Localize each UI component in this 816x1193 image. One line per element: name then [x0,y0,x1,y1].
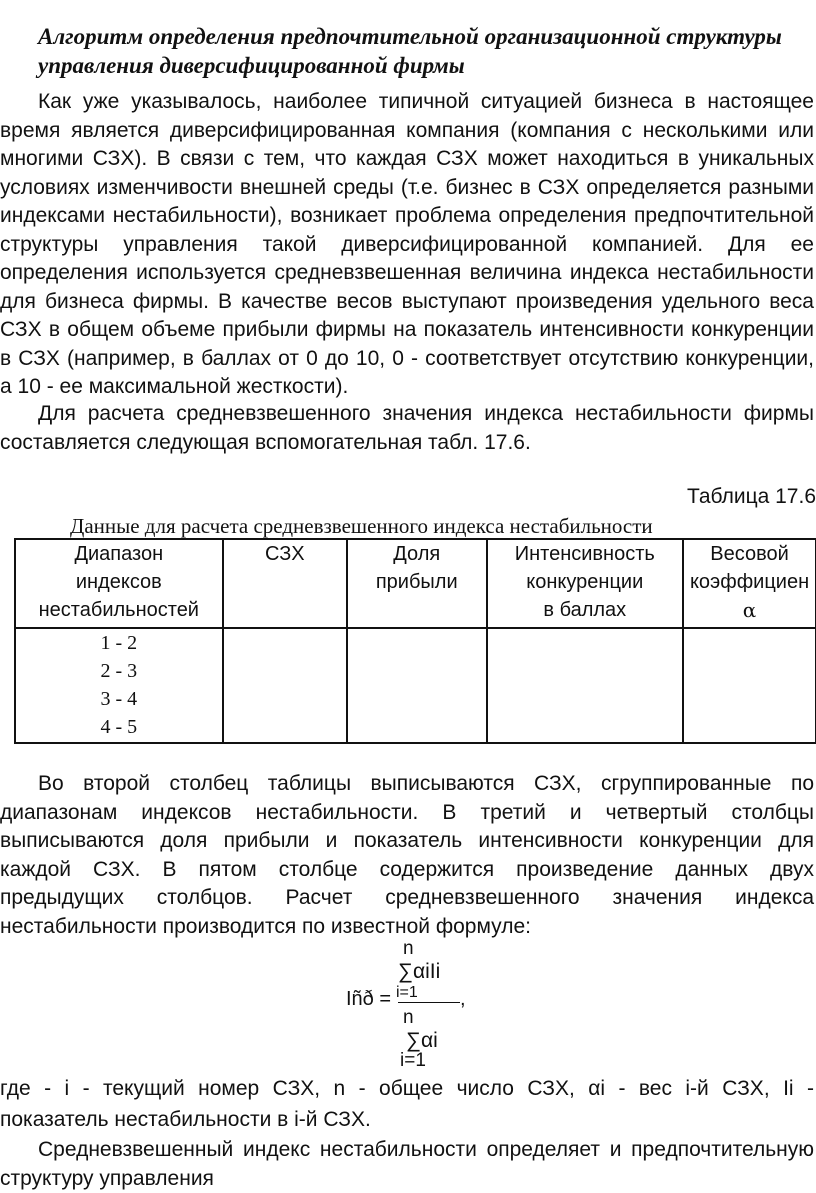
empty-cell [347,628,487,743]
formula-numerator: ∑αiIi [398,960,441,983]
formula-lhs: Iñð = [346,988,392,1010]
table-header-row [15,539,816,628]
fraction-bar [398,1002,460,1003]
empty-cell [223,628,347,743]
legend-line: показатель нестабильности в i-й СЗХ. [0,1108,371,1131]
range-cell: 1 - 2 2 - 3 3 - 4 4 - 5 [15,628,223,743]
formula-lower-limit: i=1 [400,1050,426,1071]
empty-cell [487,628,684,743]
formula-upper-limit: n [403,938,414,959]
paragraph-table-intro: Для расчета средневзвешенного значения индекса нестабильности фирмы составляется следующая вспомогательная табл. 17.6. [0,402,814,454]
header-range: Диапазон индексов нестабильностей [15,539,223,628]
header-weight: Весовой коэффициен α [683,539,816,628]
header-profit-share: Доля прибыли [347,539,487,628]
paragraph-conclusion: Средневзвешенный индекс нестабильности определяет и предпочтительную структуру управления [0,1138,814,1190]
formula-legend [0,1073,814,1135]
paragraph-intro: Как уже указывалось, наиболее типичной ситуацией бизнеса в настоящее время является диверсифицированная компания (компания с несколькими или многими СЗХ). В связи с тем, что каждая СЗХ может находиться в уникальных условиях изменчивости внешней среды (т.е. бизнес в СЗХ определяется разными индексами нестабильности), возникает проблема определения предпочтительной структуры управления такой диверсифицированной компанией. Для ее определения используется средневзвешенная величина индекса нестабильности для бизнеса фирмы. В качестве весов выступают произведения удельного веса СЗХ в общем объеме прибыли фирмы на показатель интенсивности конкуренции в СЗХ (например, в баллах от 0 до 10, 0 - соответствует отсутствию конкуренции, а 10 - ее максимальной жесткости). [0,90,814,398]
table-row [15,628,816,743]
legend-line: где - i - текущий номер СЗХ, n - общее число СЗХ, αi - вес i-й СЗХ, Ii - [0,1077,814,1100]
paragraph-formula-intro: Во второй столбец таблицы выписываются СЗХ, сгруппированные по диапазонам индексов нестабильности. В третий и четвертый столбцы выписываются доля прибыли и показатель интенсивности конкуренции для каждой СЗХ. В пятом столбце содержится произведение данных двух предыдущих столбцов. Расчет средневзвешенного значения индекса нестабильности производится по известной формуле: [0,772,814,938]
table-number: Таблица 17.6 [686,485,816,508]
section-heading: Алгоритм определения предпочтительной организационной структуры управления диверсифицированной фирмы [38,24,782,78]
formula-lower-limit: i=1 [396,984,418,1001]
formula-upper-limit: n [403,1007,414,1028]
header-szh: СЗХ [223,539,347,628]
header-competition: Интенсивность конкуренции в баллах [487,539,684,628]
instability-table [14,538,816,744]
formula-comma: , [460,988,466,1010]
table-caption: Данные для расчета средневзвешенного индекса нестабильности [70,514,653,538]
weighted-index-formula [340,938,500,1071]
empty-cell [683,628,816,743]
formula-denominator: ∑αi [406,1029,438,1052]
